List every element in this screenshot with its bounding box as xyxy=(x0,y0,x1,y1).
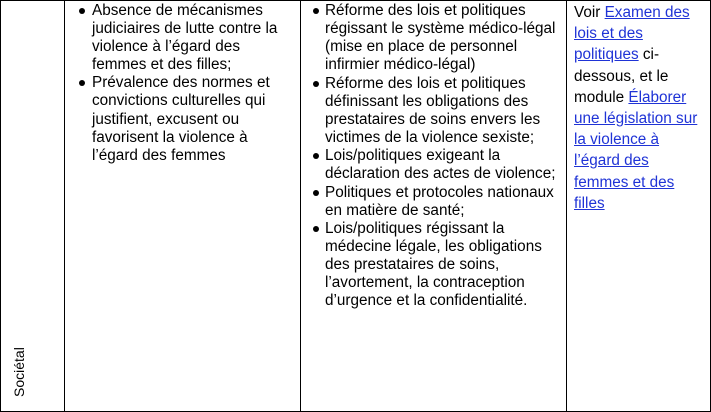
level-label: Sociétal xyxy=(11,347,27,397)
review-laws-link[interactable]: Examen des lois et des politiques xyxy=(574,4,690,64)
resources-prefix: Voir xyxy=(574,4,605,21)
list-item: Politiques et protocoles nationaux en matière de santé; xyxy=(325,184,560,220)
list-item: Absence de mécanismes judiciaires de lutte contre la violence à l’égard des femmes et des filles; xyxy=(92,2,294,74)
list-item: Lois/politiques exigeant la déclaration des actes de violence; xyxy=(325,147,560,183)
risk-factors-list xyxy=(92,2,294,165)
list-item: Prévalence des normes et convictions culturelles qui justifient, excusent ou favorisent la violence à l’égard des femmes xyxy=(92,74,294,164)
resources-cell xyxy=(567,1,711,412)
list-item: Réforme des lois et politiques définissant les obligations des prestataires de soins envers les victimes de la violence sexiste; xyxy=(325,75,560,147)
list-item: Lois/politiques régissant la médecine légale, les obligations des prestataires de soins, l’avortement, la contraception d’urgence et la confidentialité. xyxy=(325,220,560,310)
strategies-list xyxy=(325,2,560,310)
list-item: Réforme des lois et politiques régissant le système médico-légal (mise en place de personnel infirmier médico-légal) xyxy=(325,2,560,74)
risk-factors-cell xyxy=(65,1,301,412)
table-row xyxy=(1,1,711,412)
legislation-module-link[interactable]: Élaborer une législation sur la violence à l’égard des femmes et des filles xyxy=(574,88,698,212)
level-cell xyxy=(1,1,65,412)
resources-middle: ci-dessous, et le module xyxy=(574,46,669,106)
strategies-cell xyxy=(301,1,567,412)
